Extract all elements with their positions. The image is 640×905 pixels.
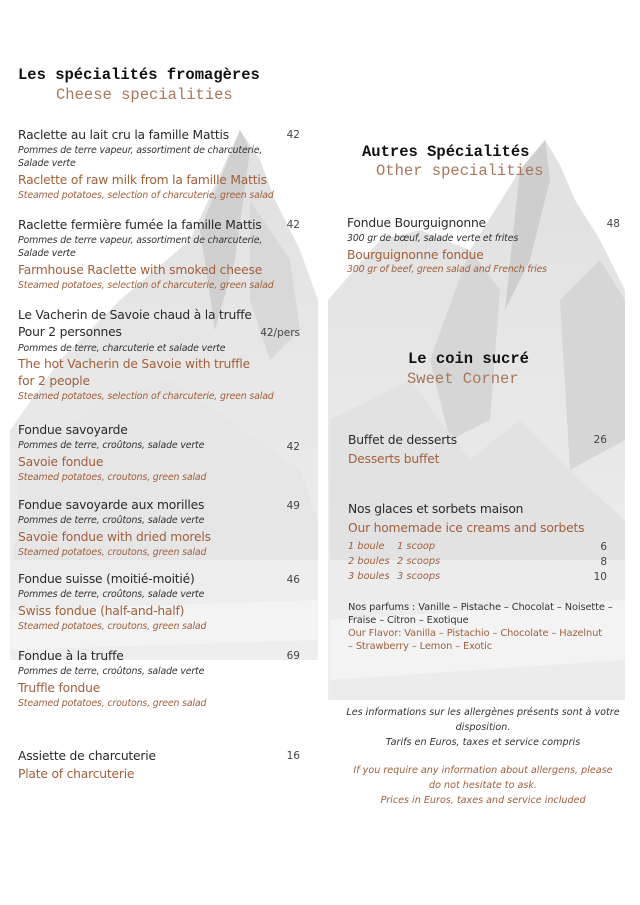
- note-fr-line3: Tarifs en Euros, taxes et service compris: [385, 737, 581, 748]
- other-section-title-fr: Autres Spécialités: [362, 143, 530, 161]
- item-description: Pommes de terre, croûtons, salade verte: [18, 440, 205, 451]
- item-price: 26: [593, 434, 607, 446]
- item-description: 300 gr de bœuf, salade verte et frites: [347, 233, 519, 244]
- item-name-en: Desserts buffet: [348, 452, 440, 466]
- item-description: Pommes de terre vapeur, assortiment de charcuterie,: [18, 145, 263, 156]
- item-name-en: Swiss fondue (half-and-half): [18, 604, 185, 618]
- item-name: Fondue suisse (moitié-moitié): [18, 572, 195, 586]
- item-name: Assiette de charcuterie: [18, 749, 156, 763]
- item-name-en-line2: for 2 people: [18, 374, 90, 388]
- item-price: 48: [606, 218, 620, 230]
- item-price: 42: [286, 129, 300, 141]
- item-name-en: Plate of charcuterie: [18, 767, 135, 781]
- item-name-en: Savoie fondue: [18, 455, 104, 469]
- item-description: Salade verte: [18, 248, 76, 259]
- item-description: Pommes de terre, croûtons, salade verte: [18, 589, 205, 600]
- item-name: Raclette fermière fumée la famille Mattis: [18, 218, 262, 232]
- flavors-fr: Nos parfums : Vanille – Pistache – Chocolat – Noisette –: [348, 602, 613, 613]
- item-name: Fondue savoyarde aux morilles: [18, 498, 205, 512]
- note-en-line2: do not hesitate to ask.: [429, 780, 537, 791]
- item-description: Pommes de terre, charcuterie et salade verte: [18, 343, 226, 354]
- item-price: 49: [286, 500, 300, 512]
- item-price: 42/pers: [260, 327, 300, 339]
- cheese-section-title-en: Cheese specialities: [56, 86, 233, 104]
- item-name: Fondue à la truffe: [18, 649, 124, 663]
- item-description-en: Steamed potatoes, croutons, green salad: [18, 547, 207, 558]
- item-price: 69: [286, 650, 300, 662]
- sweet-section-title-fr: Le coin sucré: [408, 350, 529, 368]
- item-description: Salade verte: [18, 158, 76, 169]
- item-description-en: 300 gr of beef, green salad and French fries: [347, 264, 547, 275]
- item-name-en: Savoie fondue with dried morels: [18, 530, 211, 544]
- scoop-label-en: 1 scoop: [397, 541, 436, 552]
- scoop-label-fr: 2 boules: [348, 556, 390, 567]
- item-name: Buffet de desserts: [348, 433, 457, 447]
- item-description-en: Steamed potatoes, croutons, green salad: [18, 698, 207, 709]
- item-description-en: Steamed potatoes, croutons, green salad: [18, 621, 207, 632]
- item-name-en: Our homemade ice creams and sorbets: [348, 521, 585, 535]
- item-name-line2: Pour 2 personnes: [18, 325, 122, 339]
- item-name-en: The hot Vacherin de Savoie with truffle: [18, 357, 250, 371]
- flavors-en: Our Flavor: Vanilla – Pistachio – Chocolate – Hazelnut: [348, 628, 603, 639]
- item-name: Le Vacherin de Savoie chaud à la truffe: [18, 308, 252, 322]
- item-description: Pommes de terre, croûtons, salade verte: [18, 515, 205, 526]
- item-name-en: Truffle fondue: [18, 681, 101, 695]
- item-description: Pommes de terre, croûtons, salade verte: [18, 666, 205, 677]
- item-description-en: Steamed potatoes, selection of charcuterie, green salad: [18, 391, 274, 402]
- scoop-price: 6: [600, 541, 607, 553]
- item-description-en: Steamed potatoes, croutons, green salad: [18, 472, 207, 483]
- note-fr-line1: Les informations sur les allergènes présents sont à votre: [346, 707, 620, 718]
- scoop-label-fr: 3 boules: [348, 571, 390, 582]
- scoop-price: 10: [593, 571, 607, 583]
- item-price: 42: [286, 219, 300, 231]
- item-description-en: Steamed potatoes, selection of charcuterie, green salad: [18, 280, 274, 291]
- item-name-en: Raclette of raw milk from la famille Mattis: [18, 173, 267, 187]
- scoop-price: 8: [600, 556, 607, 568]
- note-en-line1: If you require any information about allergens, please: [353, 765, 613, 776]
- item-description: Pommes de terre vapeur, assortiment de charcuterie,: [18, 235, 263, 246]
- item-price: 42: [286, 441, 300, 453]
- scoop-label-fr: 1 boule: [348, 541, 385, 552]
- other-section-title-en: Other specialities: [376, 162, 544, 180]
- flavors-en-line2: – Strawberry – Lemon – Exotic: [348, 641, 493, 652]
- item-description-en: Steamed potatoes, selection of charcuterie, green salad: [18, 190, 274, 201]
- item-name: Nos glaces et sorbets maison: [348, 502, 524, 516]
- cheese-section-title-fr: Les spécialités fromagères: [18, 66, 260, 84]
- item-name: Fondue Bourguignonne: [347, 216, 486, 230]
- note-fr-line2: disposition.: [455, 722, 511, 733]
- item-name-en: Farmhouse Raclette with smoked cheese: [18, 263, 263, 277]
- scoop-label-en: 2 scoops: [397, 556, 441, 567]
- scoop-label-en: 3 scoops: [397, 571, 441, 582]
- flavors-fr-line2: Fraise – Citron – Exotique: [348, 615, 469, 626]
- item-name: Raclette au lait cru la famille Mattis: [18, 128, 229, 142]
- item-name-en: Bourguignonne fondue: [347, 248, 484, 262]
- item-price: 16: [286, 750, 300, 762]
- note-en-line3: Prices in Euros, taxes and service included: [380, 795, 586, 806]
- sweet-section-title-en: Sweet Corner: [407, 370, 519, 388]
- item-name: Fondue savoyarde: [18, 423, 128, 437]
- item-price: 46: [286, 574, 300, 586]
